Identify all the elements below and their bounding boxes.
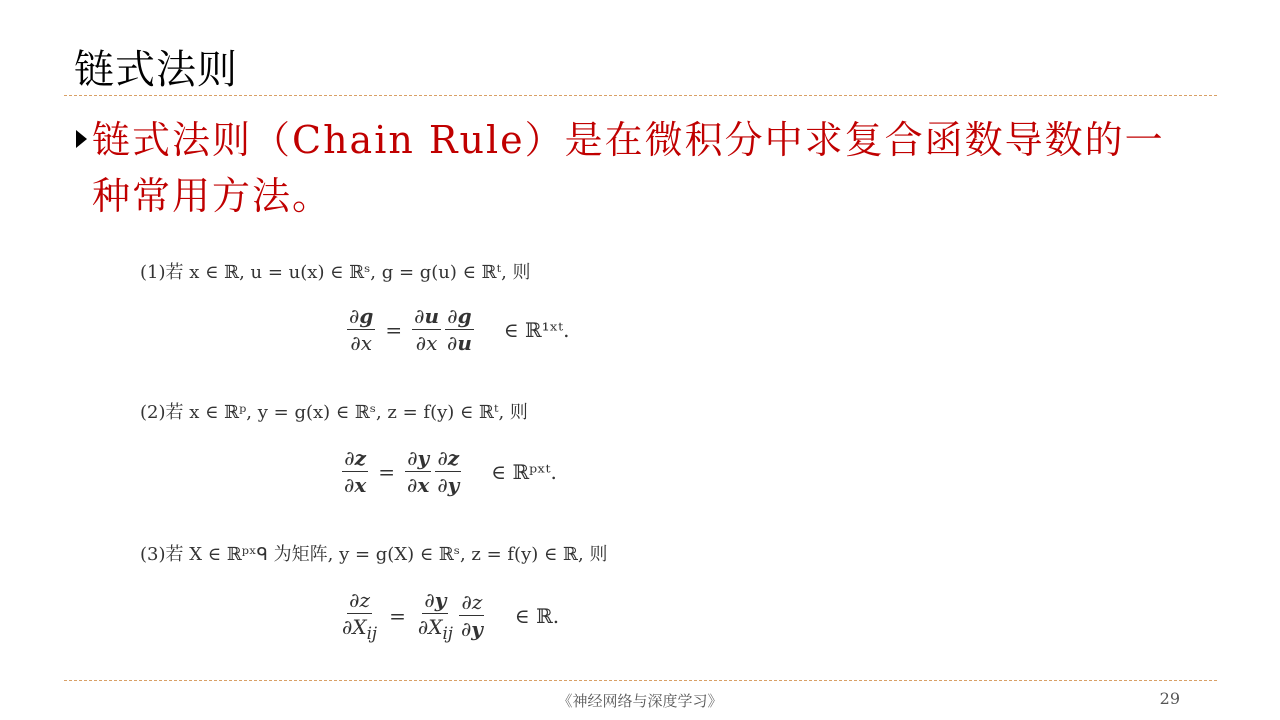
case-1-text: x ∈ ℝ, u = u(x) ∈ ℝˢ, g = g(u) ∈ ℝᵗ, 则 <box>189 262 531 283</box>
fraction: $\frac{\partial u}{\partial x}$ <box>414 304 439 355</box>
case-1-set: ∈ ℝ¹ˣᵗ. <box>503 317 570 342</box>
fraction: $\frac{\partial g}{\partial x}$ <box>349 304 374 355</box>
case-3-equation <box>338 588 559 643</box>
fraction: $\frac{\partial z}{\partial y}$ <box>437 446 460 497</box>
equals-sign: = <box>389 603 406 628</box>
case-1-label: (1)若 <box>140 262 184 283</box>
case-1-equation <box>345 304 569 355</box>
fraction: $\frac{\partial y}{\partial x}$ <box>407 446 430 497</box>
equals-sign: = <box>385 317 403 342</box>
case-3-condition <box>140 540 607 566</box>
header-divider <box>64 95 1217 96</box>
fraction: $\frac{\partial z}{\partial x}$ <box>344 446 367 497</box>
bullet-text: 链式法则（Chain Rule）是在微积分中求复合函数导数的一种常用方法。 <box>92 118 1165 218</box>
case-2-set: ∈ ℝᵖˣᵗ. <box>491 459 557 484</box>
case-2-label: (2)若 <box>140 402 184 423</box>
footer-divider <box>64 680 1217 681</box>
case-3-set: ∈ ℝ. <box>514 603 560 628</box>
case-2-condition <box>140 398 528 424</box>
triangle-bullet-icon <box>76 130 87 148</box>
fraction: $\frac{\partial y}{\partial X_{ij}}$ <box>417 588 453 643</box>
bullet-point <box>76 112 1196 224</box>
case-2-equation <box>340 446 557 497</box>
equals-sign: = <box>378 459 396 484</box>
page-number: 29 <box>1159 689 1180 708</box>
footer-book-title: 《神经网络与深度学习》 <box>557 692 723 710</box>
case-1-condition <box>140 258 531 284</box>
case-3-text: X ∈ ℝᵖˣᑫ 为矩阵, y = g(X) ∈ ℝˢ, z = f(y) ∈ ℝ, 则 <box>189 544 608 565</box>
fraction: $\frac{\partial z}{\partial X_{ij}}$ <box>342 588 378 643</box>
case-3-label: (3)若 <box>140 544 184 565</box>
case-2-text: x ∈ ℝᵖ, y = g(x) ∈ ℝˢ, z = f(y) ∈ ℝᵗ, 则 <box>189 402 528 423</box>
fraction: $\frac{\partial z}{\partial y}$ <box>460 590 483 641</box>
slide-title: 链式法则 <box>74 47 238 93</box>
fraction: $\frac{\partial g}{\partial u}$ <box>446 304 472 355</box>
